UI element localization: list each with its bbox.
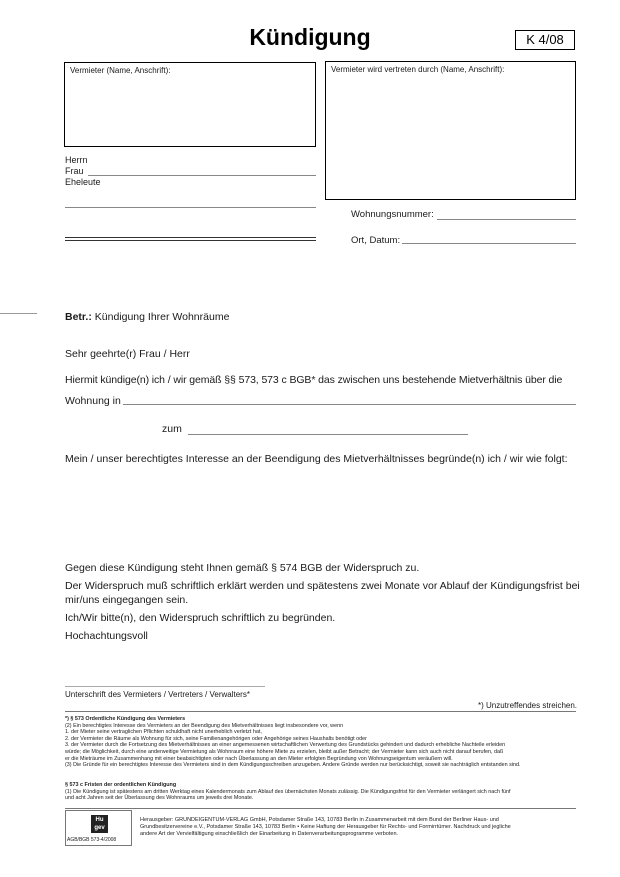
- representative-address-box[interactable]: [325, 61, 576, 200]
- form-code-box: K 4/08: [515, 30, 575, 50]
- objection-deadline-line-2: mir/uns eingegangen sein.: [65, 594, 189, 606]
- recipient-address-line-1[interactable]: [65, 207, 316, 208]
- apartment-location-field[interactable]: [123, 404, 576, 405]
- publisher-logo-icon: [91, 815, 108, 833]
- s573-line: (3) Die Gründe für ein berechtigtes Interesse des Vermieters sind in dem Kündigungsschreiben anzugeben. Andere Gründe werden nur berücksichtigt, soweit sie nachträglich entstanden sind.: [65, 762, 521, 769]
- recipient-address-line-2[interactable]: [65, 237, 316, 238]
- publisher-notice: [140, 817, 580, 839]
- salutation-frau: Frau: [65, 166, 84, 176]
- termination-date-field[interactable]: [188, 434, 468, 435]
- termination-date-label: zum: [162, 423, 182, 435]
- salutation-eheleute: Eheleute: [65, 177, 101, 187]
- s573-line: 1. der Mieter seine vertraglichen Pflichten schuldhaft nicht unerheblich verletzt hat,: [65, 729, 262, 736]
- s573-line: 3. der Vermieter durch die Fortsetzung des Mietverhältnisses an einer angemessenen wirtschaftlichen Verwertung des Grundstücks gehindert und dadurch erhebliche Nachteile erleiden: [65, 742, 506, 749]
- form-number: AGB/BGB 573-4/2008: [67, 837, 117, 843]
- subject-text: Kündigung Ihrer Wohnräume: [94, 311, 230, 323]
- apartment-number-field[interactable]: [437, 219, 576, 220]
- s573c-title: § 573 c Fristen der ordentlichen Kündigung: [65, 782, 177, 788]
- s573-line: er die Mieträume im Zusammenhang mit einer beabsichtigten oder nach Überlassung an den Mieter erfolgten Begründung von Wohnungseigentum veräußern will.: [65, 755, 453, 762]
- interest-reason-area[interactable]: [65, 470, 576, 554]
- footer-divider: [65, 808, 576, 809]
- landlord-box-label: Vermieter (Name, Anschrift):: [70, 66, 171, 75]
- recipient-name-line[interactable]: [88, 175, 316, 176]
- subject-prefix: Betr.:: [65, 311, 92, 323]
- publisher-line: Grundbesitzervereine e.V., Potsdamer Straße 143, 10783 Berlin • Keine Haftung der Herausgeber für Rechts- und Formirrtümer. Nachdruck und jegliche: [140, 824, 511, 831]
- logo-text-line-2: gev: [94, 825, 105, 831]
- objection-right: Gegen diese Kündigung steht Ihnen gemäß § 574 BGB der Widerspruch zu.: [65, 562, 420, 574]
- publisher-line: Herausgeber: GRUNDEIGENTUM-VERLAG GmbH, Potsdamer Straße 143, 10783 Berlin in Zusammenarbeit mit dem Bund der Berliner Haus- und: [140, 817, 499, 823]
- strike-note: *) Unzutreffendes streichen.: [478, 701, 578, 710]
- s573-line: 2. der Vermieter die Räume als Wohnung für sich, seine Familienangehörigen oder Angehörige seines Haushalts benötigt oder: [65, 735, 367, 742]
- apartment-number-label: Wohnungsnummer:: [351, 209, 434, 220]
- legal-section-573c: [65, 782, 580, 802]
- logo-text-line-1: Hu: [95, 817, 104, 823]
- s573-title: *) § 573 Ordentliche Kündigung des Vermieters: [65, 716, 186, 722]
- s573-line: (2) Ein berechtigtes Interesse des Vermieters an der Beendigung des Mietverhältnisses liegt insbesondere vor, wenn: [65, 722, 344, 729]
- greeting: Sehr geehrte(r) Frau / Herr: [65, 348, 190, 360]
- apartment-location-prefix: Wohnung in: [65, 395, 121, 407]
- subject-line: [65, 311, 229, 323]
- signature-line[interactable]: [65, 686, 265, 687]
- recipient-address-line-2-double: [65, 240, 316, 241]
- closing: Hochachtungsvoll: [65, 630, 148, 642]
- s573-line: würde; die Möglichkeit, durch eine anderweitige Vermietung als Wohnraum eine höhere Miete zu erzielen, bleibt außer Betracht; der Vermieter kann sich auch nicht darauf berufen, daß: [65, 748, 504, 755]
- representative-box-label: Vermieter wird vertreten durch (Name, Anschrift):: [331, 65, 505, 74]
- s573c-line: (1) Die Kündigung ist spätestens am dritten Werktag eines Kalendermonats zum Ablauf des übernächsten Monats zulässig. Die Kündigungsfrist für den Vermieter verlängert sich nach fünf: [65, 788, 511, 795]
- landlord-address-box[interactable]: [64, 62, 316, 147]
- objection-justification: Ich/Wir bitte(n), den Widerspruch schriftlich zu begründen.: [65, 612, 336, 624]
- legal-divider: [65, 711, 576, 712]
- publisher-line: andere Art der Vervielfältigung einschließlich der Einarbeitung in Datenverarbeitungsprogramme verboten.: [140, 831, 399, 838]
- fold-mark: [0, 313, 37, 314]
- place-date-label: Ort, Datum:: [351, 235, 401, 246]
- signature-label: Unterschrift des Vermieters / Vertreters / Verwalters*: [65, 690, 250, 699]
- page-title: Kündigung: [249, 24, 371, 50]
- place-date-field[interactable]: [402, 243, 576, 244]
- salutation-herrn: Herrn: [65, 155, 88, 165]
- interest-statement: Mein / unser berechtigtes Interesse an der Beendigung des Mietverhältnisses begründe(n) ich / wir wie folgt:: [65, 453, 568, 465]
- objection-deadline-line-1: Der Widerspruch muß schriftlich erklärt werden und spätestens zwei Monate vor Ablauf der Kündigungsfrist bei: [65, 580, 580, 592]
- legal-section-573: [65, 716, 580, 769]
- body-line-1: Hiermit kündige(n) ich / wir gemäß §§ 573, 573 c BGB* das zwischen uns bestehende Mietverhältnis über die: [65, 374, 563, 386]
- s573c-line: und acht Jahren seit der Überlassung des Wohnraums um jeweils drei Monate.: [65, 795, 254, 802]
